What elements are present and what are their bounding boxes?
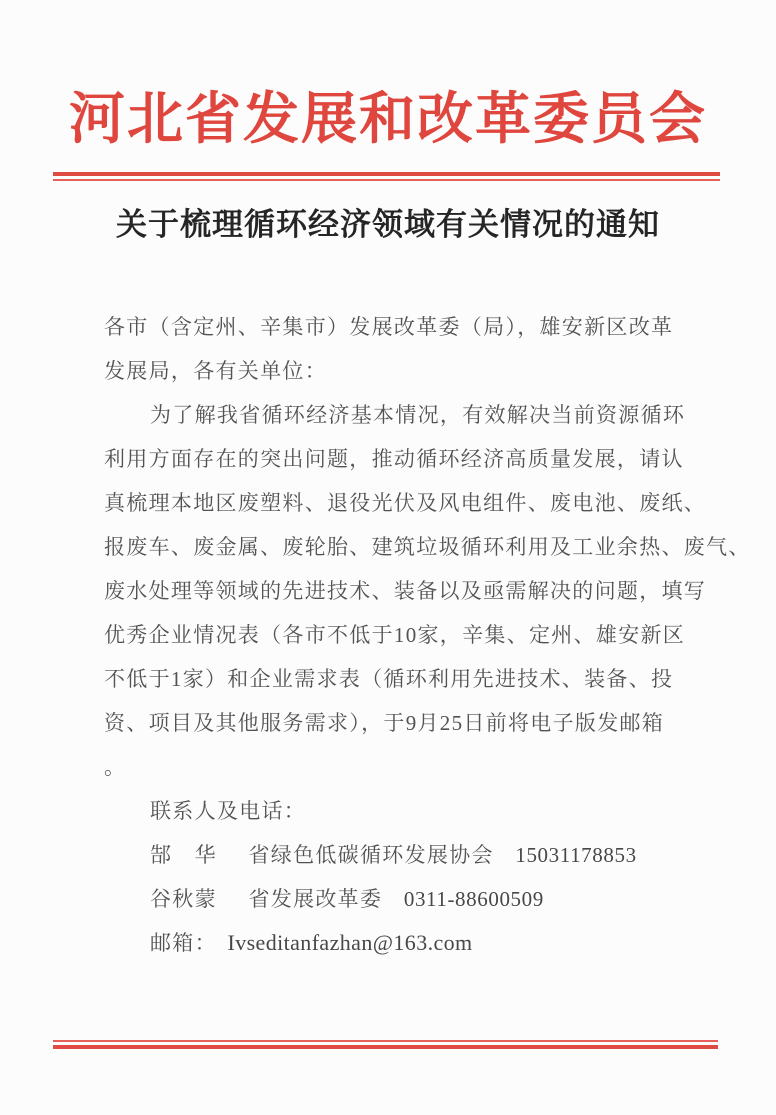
body-line-9: 。	[104, 755, 127, 779]
body-line-2: 利用方面存在的突出问题，推动循环经济高质量发展，请认	[104, 447, 684, 471]
separator-thick-line	[53, 172, 720, 176]
body-line-1: 为了解我省循环经济基本情况，有效解决当前资源循环	[150, 403, 686, 427]
separator-thick-line	[53, 1045, 718, 1049]
separator-thin-line	[53, 179, 720, 181]
contact-phone: 0311-88600509	[403, 887, 544, 911]
document-body	[104, 305, 751, 965]
salutation-line-1: 各市（含定州、辛集市）发展改革委（局），雄安新区改革	[104, 315, 674, 339]
contact-name: 郜 华	[150, 843, 217, 867]
contact-heading: 联系人及电话：	[150, 799, 307, 823]
contact-email-row	[104, 921, 694, 965]
contact-name: 谷秋蒙	[150, 887, 217, 911]
email-label: 邮箱：	[150, 931, 217, 955]
body-line-7: 不低于1家）和企业需求表（循环利用先进技术、装备、投	[104, 667, 674, 691]
body-line-6: 优秀企业情况表（各市不低于10家，辛集、定州、雄安新区	[104, 623, 686, 647]
separator-thin-line	[53, 1040, 718, 1042]
body-line-5: 废水处理等领域的先进技术、装备以及亟需解决的问题，填写	[104, 579, 707, 603]
letterhead-org-name: 河北省发展和改革委员会	[69, 89, 707, 151]
body-line-3: 真梳理本地区废塑料、退役光伏及风电组件、废电池、废纸、	[104, 491, 707, 515]
salutation-line-2: 发展局，各有关单位：	[104, 359, 327, 383]
email-address: Ivseditanfazhan@163.com	[227, 930, 473, 955]
contact-org: 省发展改革委	[248, 887, 383, 911]
contact-org: 省绿色低碳循环发展协会	[248, 843, 494, 867]
body-line-8: 资、项目及其他服务需求），于9月25日前将电子版发邮箱	[104, 711, 665, 735]
body-line-4: 报废车、废金属、废轮胎、建筑垃圾循环利用及工业余热、废气、	[104, 535, 751, 559]
contact-entry-1	[104, 833, 694, 877]
letterhead-separator	[53, 172, 720, 181]
footer-separator	[53, 1040, 718, 1049]
contact-entry-2	[104, 877, 694, 921]
document-title: 关于梳理循环经济领域有关情况的通知	[116, 207, 660, 242]
contact-phone: 15031178853	[515, 843, 637, 867]
